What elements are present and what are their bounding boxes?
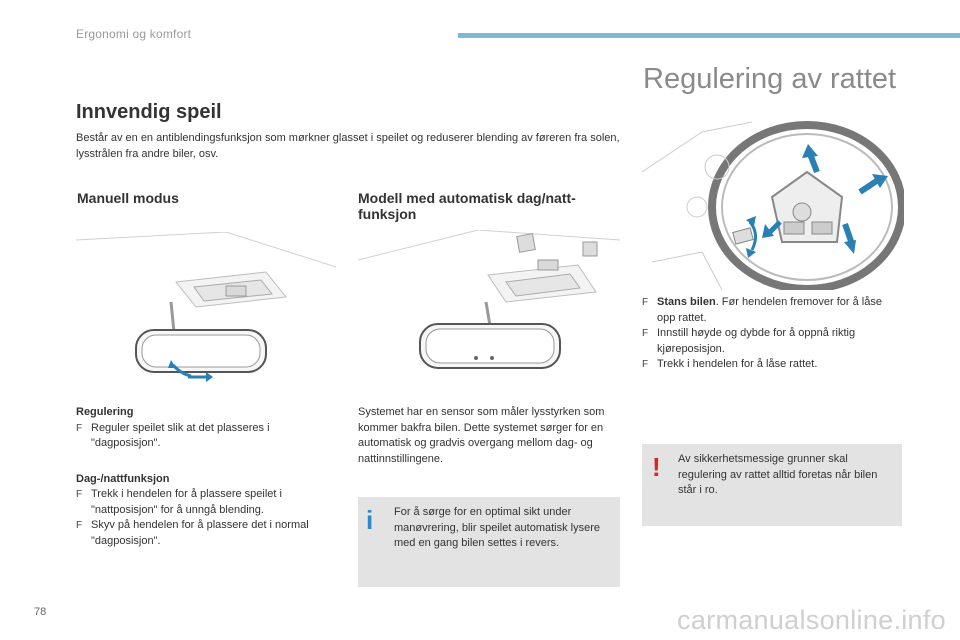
bullet-icon: F <box>76 422 83 434</box>
steering-instructions <box>642 295 900 373</box>
list-item: F Reguler speilet slik at det plasseres i "dagposisjon". <box>76 421 326 452</box>
header-bar <box>458 33 960 38</box>
auto-mirror-illustration <box>358 230 620 395</box>
heading-regulering-av-rattet: Regulering av rattet <box>643 63 897 95</box>
bullet-icon: F <box>76 489 83 500</box>
intro-text: Består av en en antiblendingsfunksjon som mørkner glasset i speilet og reduserer blending av føreren fra solen, lysstrålen fra andre biler, osv. <box>76 132 620 160</box>
steering-wheel-illustration <box>642 112 904 290</box>
page-number: 78 <box>34 606 47 618</box>
list-item: F Stans bilen. Før hendelen fremover for å låse opp rattet. <box>642 295 900 326</box>
watermark: carmanualsonline.info <box>677 605 946 635</box>
info-text: For å sørge for en optimal sikt under manøvrering, blir speilet automatisk lysere med en gang bilen settes i revers. <box>394 506 601 549</box>
heading-automatisk: Modell med automatisk dag/natt-funksjon <box>358 190 576 222</box>
bullet-icon: F <box>76 520 83 531</box>
list-item: F Innstill høyde og dybde for å oppnå riktig kjøreposisjon. <box>642 326 900 357</box>
warning-icon: ! <box>652 452 661 482</box>
list-item: F Skyv på hendelen for å plassere det i normal "dagposisjon". <box>76 518 326 549</box>
section-title: Ergonomi og komfort <box>76 27 192 41</box>
warning-text: Av sikkerhetsmessige grunner skal regulering av rattet alltid foretas når bilen står i ro. <box>678 453 878 496</box>
auto-mode-text: Systemet har en sensor som måler lysstyrken som kommer bakfra bilen. Dette systemet sørger for en automatisk og gradvis overgang mellom dag- og nattinnstillingene. <box>358 406 605 465</box>
heading-innvendig-speil: Innvendig speil <box>76 101 222 123</box>
manual-mode-text <box>76 405 326 549</box>
manual-mirror-illustration <box>76 232 336 392</box>
dagnatt-title: Dag-/nattfunksjon <box>76 472 170 485</box>
list-item: F Trekk i hendelen for å plassere speilet i "nattposisjon" for å unngå blending. <box>76 487 326 518</box>
warning-box <box>642 444 902 526</box>
info-box <box>358 497 620 587</box>
bullet-icon: F <box>642 297 649 308</box>
list-item: F Trekk i hendelen for å låse rattet. <box>642 357 900 373</box>
heading-manuell-modus: Manuell modus <box>77 190 179 206</box>
regulering-title: Regulering <box>76 406 134 418</box>
bullet-icon: F <box>642 359 649 370</box>
info-icon: i <box>366 505 374 535</box>
bullet-icon: F <box>642 328 649 339</box>
